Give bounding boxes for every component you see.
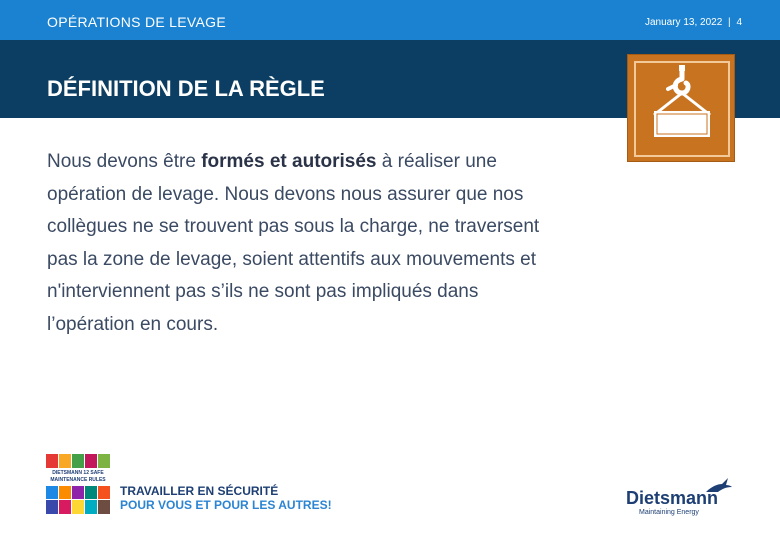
section-title: OPÉRATIONS DE LEVAGE	[47, 14, 226, 30]
slogan-line-2: POUR VOUS ET POUR LES AUTRES!	[120, 498, 332, 512]
page-number: 4	[736, 17, 742, 28]
badge-tiles	[44, 452, 112, 516]
brand-name: Dietsmann	[626, 488, 719, 508]
slogan-line-1: TRAVAILLER EN SÉCURITÉ	[120, 484, 279, 498]
body-text-bold: formés	[201, 151, 265, 172]
brand-tagline: Maintaining Energy	[639, 509, 699, 516]
crane-hook-load-icon	[627, 54, 735, 162]
safety-slogan	[120, 484, 332, 512]
rule-definition-text	[47, 146, 547, 341]
slide-title: DÉFINITION DE LA RÈGLE	[47, 76, 325, 101]
slide-date: January 13, 2022	[644, 17, 723, 28]
crane-hook-drawing	[628, 55, 736, 163]
dietsmann-logo	[620, 476, 740, 520]
separator: |	[728, 17, 731, 28]
badge-text: DIETSMANN 12 SAFE MAINTENANCE RULES	[44, 470, 112, 484]
safety-rules-badge-icon	[44, 452, 112, 516]
body-text-part: à réaliser une opération de levage. Nous devons nous assurer que nos collègues ne se trouvent pas sous la charge, ne traversent pas la zone de levage, soient attentifs aux mouvements et n'interviennent pas s’ils ne sont pas impliqués dans l’opération en cours.	[47, 151, 540, 335]
date-and-page	[645, 17, 742, 28]
body-text-bold: et autorisés	[269, 151, 377, 172]
body-text-part: Nous devons être	[47, 151, 202, 172]
